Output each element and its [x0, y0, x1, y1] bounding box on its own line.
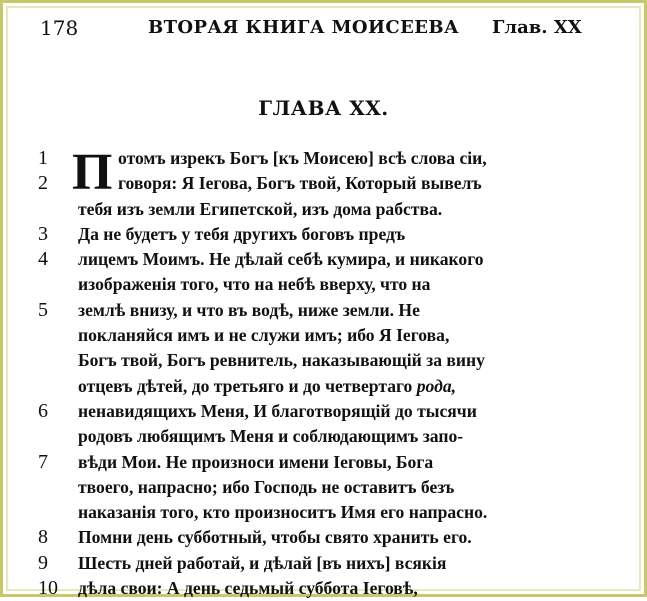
text-line — [38, 576, 608, 601]
drop-cap: П — [72, 144, 113, 201]
line-text-main: отомъ изрекъ Богъ [къ Моисею] всѣ слова сіи, — [118, 148, 487, 168]
line-text — [78, 551, 446, 576]
text-line — [38, 197, 608, 222]
line-text-main: наказанія того, кто произноситъ Имя его напрасно. — [78, 502, 488, 523]
running-header — [30, 14, 590, 40]
line-text-main: лицемъ Моимъ. Не дѣлай себѣ кумира, и никакого — [78, 249, 484, 270]
line-text — [78, 500, 487, 525]
line-text-main: тебя изъ земли Египетской, изъ дома рабства. — [78, 198, 443, 219]
chapter-heading: ГЛАВА XX. — [258, 96, 389, 120]
text-line — [38, 374, 608, 399]
line-text-main: отцевъ дѣтей, до третьяго и до четвертаго — [78, 375, 413, 396]
line-text-main: изображенія того, что на небѣ вверху, что на — [78, 274, 431, 295]
line-text-main: Богъ твой, Богъ ревнитель, наказывающій за вину — [78, 350, 485, 371]
text-line — [38, 222, 608, 247]
verse-number: 2 — [38, 172, 48, 195]
text-line — [38, 424, 608, 449]
text-line — [38, 475, 608, 500]
line-text — [78, 272, 430, 297]
text-line — [38, 348, 608, 373]
verse-number: 8 — [38, 526, 48, 549]
line-text — [78, 323, 449, 348]
line-text — [78, 576, 418, 601]
line-text — [78, 222, 405, 247]
line-text — [78, 197, 442, 222]
line-text-main: родовъ любящимъ Меня и соблюдающимъ запо- — [78, 426, 464, 447]
scripture-text — [38, 146, 608, 601]
line-text-main: землѣ внизу, и что въ водѣ, ниже земли. Не — [78, 299, 420, 320]
line-text — [78, 525, 472, 550]
line-text — [78, 374, 456, 399]
line-text-main: Шесть дней работай, и дѣлай [въ нихъ] всякія — [78, 552, 447, 573]
line-text-main: твоего, напрасно; ибо Господь не оставитъ безъ — [78, 476, 455, 497]
verse-number: 4 — [38, 248, 48, 271]
verse-number: 6 — [38, 399, 48, 422]
text-line — [38, 551, 608, 576]
line-text-main: дѣла свои: А день седьмый суббота Іеговѣ, — [78, 578, 418, 599]
book-title: ВТОРАЯ КНИГА МОИСЕЕВА — [148, 17, 460, 38]
line-text — [118, 146, 487, 171]
text-line — [38, 171, 608, 196]
line-text-main: вѣди Мои. Не произноси имени Іеговы, Бога — [78, 451, 434, 472]
verse-number: 5 — [38, 298, 48, 321]
text-line — [38, 146, 608, 171]
line-text — [78, 348, 485, 373]
line-text-main: Помни день субботный, чтобы свято хранить его. — [78, 527, 472, 548]
text-line — [38, 272, 608, 297]
line-text-main: ненавидящихъ Меня, И благотворящій до тысячи — [78, 400, 477, 421]
text-line — [38, 500, 608, 525]
text-line — [38, 399, 608, 424]
text-line — [38, 323, 608, 348]
line-text — [78, 450, 433, 475]
italic-word: рода, — [416, 375, 457, 396]
text-line — [38, 525, 608, 550]
line-text — [78, 399, 477, 424]
text-line — [38, 298, 608, 323]
line-text — [78, 424, 463, 449]
line-text-main: покланяйся имъ и не служи имъ; ибо Я Іегова, — [78, 325, 450, 346]
line-text — [78, 298, 420, 323]
verse-number: 7 — [38, 450, 48, 473]
line-text-main: Да не будетъ у тебя другихъ боговъ предъ — [78, 223, 406, 244]
line-text — [78, 475, 454, 500]
verse-number: 3 — [38, 222, 48, 245]
text-line — [38, 247, 608, 272]
line-text — [118, 171, 482, 196]
verse-number: 10 — [38, 577, 58, 600]
text-line — [38, 450, 608, 475]
chapter-reference: Глав. XX — [492, 17, 582, 38]
page-number: 178 — [40, 16, 79, 40]
verse-number: 9 — [38, 551, 48, 574]
verse-number: 1 — [38, 147, 48, 169]
line-text — [78, 247, 484, 272]
line-text-main: говоря: Я Іегова, Богъ твой, Который вывелъ — [118, 173, 482, 194]
